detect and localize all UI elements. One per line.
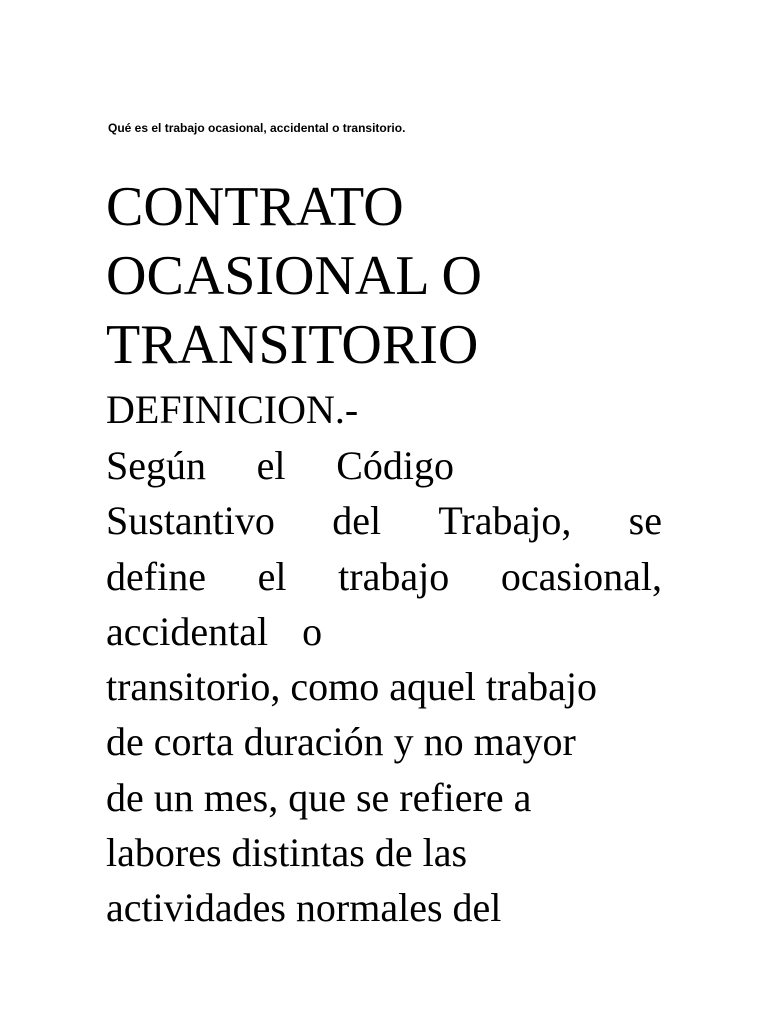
body-word: el bbox=[257, 553, 287, 599]
body-line: transitorio, como aquel trabajo bbox=[106, 664, 597, 710]
title-line: OCASIONAL O bbox=[106, 245, 482, 307]
body-word: accidental bbox=[106, 608, 269, 654]
title-line: CONTRATO bbox=[106, 176, 404, 238]
body-line: de un mes, que se refiere a bbox=[106, 774, 532, 820]
body-line bbox=[106, 549, 662, 604]
body-word: el bbox=[256, 443, 286, 488]
body-word: o bbox=[302, 608, 323, 654]
body-line: de corta duración y no mayor bbox=[106, 719, 576, 765]
body-word: trabajo bbox=[338, 553, 450, 599]
body-word: Código bbox=[336, 443, 454, 488]
body-word: define bbox=[106, 553, 206, 599]
body-line bbox=[106, 493, 662, 548]
body-word: ocasional, bbox=[500, 553, 662, 599]
document-subtitle: Qué es el trabajo ocasional, accidental o transitorio. bbox=[108, 121, 406, 135]
title-line: TRANSITORIO bbox=[106, 314, 479, 376]
body-word: se bbox=[628, 498, 662, 544]
body-line bbox=[106, 438, 454, 493]
document-title bbox=[106, 173, 482, 380]
body-word: Trabajo, bbox=[438, 498, 572, 544]
section-heading: DEFINICION.- bbox=[106, 387, 359, 432]
body-word: del bbox=[332, 498, 382, 544]
body-line bbox=[106, 604, 662, 659]
body-line: actividades normales del bbox=[106, 885, 502, 931]
body-line: labores distintas de las bbox=[106, 830, 468, 876]
body-word: Según bbox=[106, 443, 206, 488]
body-word: Sustantivo bbox=[106, 498, 275, 544]
body-paragraph bbox=[106, 438, 662, 936]
